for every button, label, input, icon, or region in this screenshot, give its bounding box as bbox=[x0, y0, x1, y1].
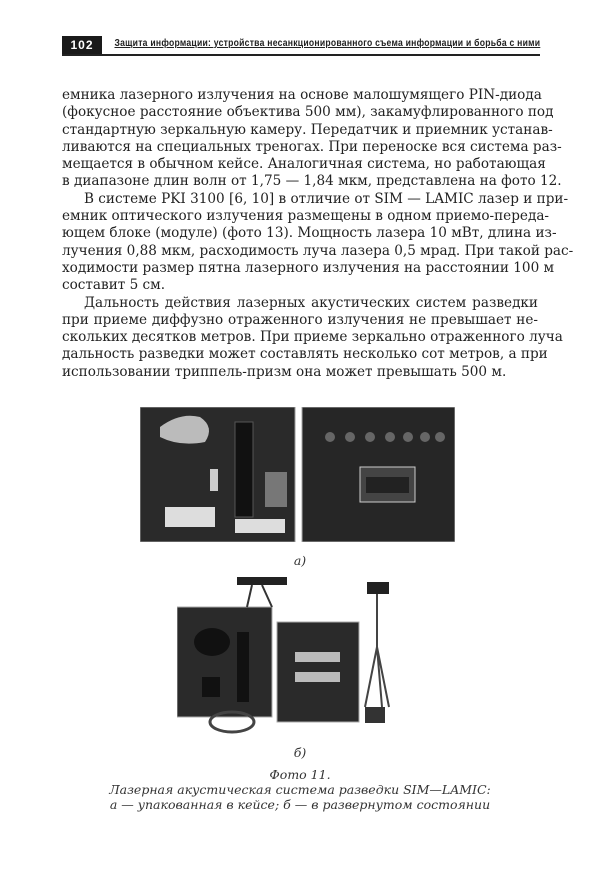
text-line: в диапазоне длин волн от 1,75 — 1,84 мкм, представлена на фото 12. bbox=[62, 173, 562, 190]
text-line: емника лазерного излучения на основе малошумящего PIN-диода bbox=[62, 87, 542, 103]
text-line: ходимости размер пятна лазерного излучения на расстоянии 100 м bbox=[62, 259, 555, 276]
photo-b-label: б) bbox=[293, 745, 307, 760]
text-line: (фокусное расстояние объектива 500 мм), закамуфлированного под bbox=[62, 104, 554, 121]
text-line: использовании триппель-призм она может превышать 500 м. bbox=[62, 363, 507, 380]
figure-caption-line: Лазерная акустическая система разведки SIM—LAMIC: bbox=[109, 782, 491, 797]
text-line: при приеме диффузно отраженного излучения не превышает не- bbox=[62, 311, 538, 328]
photo-a-packed-case bbox=[140, 407, 455, 542]
running-header bbox=[62, 36, 540, 56]
text-line: емник оптического излучения размещены в одном приемо-переда- bbox=[62, 208, 550, 225]
text-line: составит 5 см. bbox=[62, 277, 166, 294]
photo-b-deployed-system bbox=[177, 577, 423, 737]
text-line: стандартную зеркальную камеру. Передатчик и приемник устанав- bbox=[62, 121, 553, 138]
text-line: дальность разведки может составлять несколько сот метров, а при bbox=[62, 346, 548, 363]
figure-caption-line: а — упакованная в кейсе; б — в развернутом состоянии bbox=[109, 797, 491, 812]
figure-caption-title: Фото 11. bbox=[269, 767, 331, 782]
text-line: скольких десятков метров. При приеме зеркально отраженного луча bbox=[62, 329, 563, 346]
text-line: Дальность действия лазерных акустических систем разведки bbox=[84, 294, 538, 311]
text-line: мещается в обычном кейсе. Аналогичная система, но работающая bbox=[62, 156, 546, 173]
text-line: лучения 0,88 мкм, расходимость луча лазера 0,5 мрад. При такой рас- bbox=[62, 242, 574, 259]
page-number: 102 bbox=[62, 36, 102, 54]
photo-a-label: а) bbox=[293, 553, 307, 568]
body-text bbox=[62, 87, 574, 381]
text-line: ющем блоке (модуле) (фото 13). Мощность лазера 10 мВт, длина из- bbox=[62, 225, 557, 242]
running-title: Защита информации: устройства несанкционированного съема информации и борьба с ними bbox=[114, 37, 540, 49]
text-line: В системе PKI 3100 [6, 10] в отличие от SIM — LAMIC лазер и при- bbox=[84, 190, 569, 207]
text-line: ливаются на специальных треногах. При переноске вся система раз- bbox=[62, 138, 562, 155]
